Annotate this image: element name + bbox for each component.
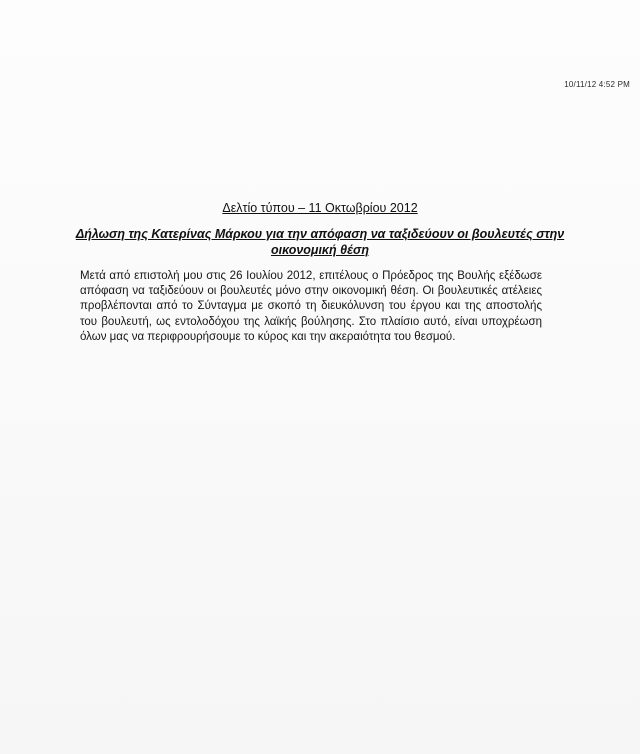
statement-body: Μετά από επιστολή μου στις 26 Ιουλίου 2012, επιτέλους ο Πρόεδρος της Βουλής εξέδωσε απόφαση να ταξιδεύουν οι βουλευτές μόνο στην οικονομική θέση. Οι βουλευτικές ατέλειες προβλέπονται από το Σύνταγμα με σκοπό τη διευκόλυνση του έργου και της αποστολής του βουλευτή, ως εντολοδόχου της λαϊκής βούλησης. Στο πλαίσιο αυτό, είναι υποχρέωση όλων μας να περιφρουρήσουμε το κύρος και την ακεραιότητα του θεσμού. <box>80 270 542 343</box>
print-timestamp: 10/11/12 4:52 PM <box>564 80 630 89</box>
statement-title: Δήλωση της Κατερίνας Μάρκου για την απόφαση να ταξιδεύουν οι βουλευτές στην οικονομική θέση <box>75 227 565 257</box>
press-release-heading: Δελτίο τύπου – 11 Οκτωβρίου 2012 <box>222 201 418 215</box>
